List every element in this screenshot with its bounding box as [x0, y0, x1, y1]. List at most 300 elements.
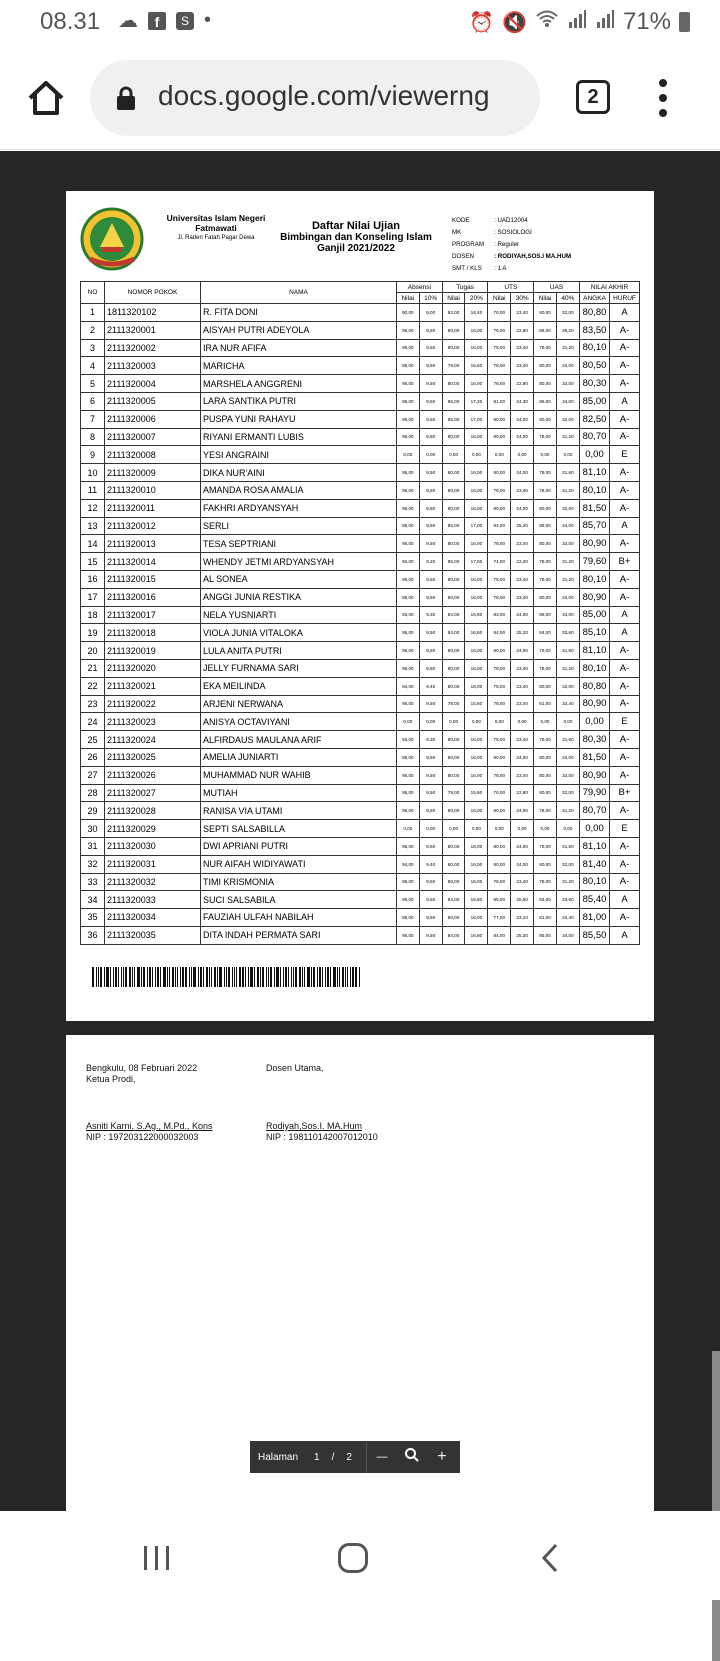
cell-score: 24,00: [511, 855, 534, 873]
cell-score: 23,40: [511, 339, 534, 357]
meta-key: MK: [452, 229, 462, 236]
cell-angka: 85,40: [580, 891, 610, 909]
cell-score: 78,00: [488, 695, 511, 713]
barcode-bar: [147, 967, 148, 987]
cell-no: 2: [81, 321, 105, 339]
cell-no: 27: [81, 766, 105, 784]
document-page-2: [66, 1035, 654, 1511]
cell-score: 95,00: [397, 873, 420, 891]
cell-no: 15: [81, 553, 105, 571]
cell-angka: 80,80: [580, 304, 610, 322]
cell-score: 80,00: [442, 481, 465, 499]
cell-no: 13: [81, 517, 105, 535]
cell-nomor-pokok: 2111320019: [105, 642, 201, 660]
cell-huruf: A-: [610, 677, 640, 695]
cell-score: 0,00: [442, 820, 465, 838]
table-row: [81, 321, 640, 339]
cell-score: 9,50: [419, 410, 442, 428]
cell-score: 78,00: [488, 588, 511, 606]
cell-score: 94,00: [397, 677, 420, 695]
cell-score: 9,50: [419, 570, 442, 588]
cell-score: 95,00: [397, 339, 420, 357]
cell-nomor-pokok: 2111320034: [105, 909, 201, 927]
barcode-bar: [193, 967, 196, 987]
cell-nomor-pokok: 2111320010: [105, 481, 201, 499]
cell-score: 23,40: [511, 659, 534, 677]
cell-score: 0,00: [534, 446, 557, 464]
barcode-bar: [110, 967, 111, 987]
title-line3: Ganjil 2021/2022: [317, 243, 395, 254]
table-row: [81, 837, 640, 855]
cell-score: 9,50: [419, 517, 442, 535]
col-uts: UTS: [488, 282, 534, 293]
meta-value: : Reguler: [494, 241, 520, 248]
cell-score: 23,40: [511, 731, 534, 749]
cell-score: 80,00: [442, 570, 465, 588]
cell-score: 16,80: [465, 891, 488, 909]
table-row: [81, 820, 640, 838]
cell-angka: 80,90: [580, 588, 610, 606]
cell-score: 95,00: [397, 659, 420, 677]
cell-score: 34,00: [556, 517, 579, 535]
cell-score: 78,00: [534, 481, 557, 499]
table-row: [81, 802, 640, 820]
cell-score: 85,00: [534, 606, 557, 624]
ketua-signature: [86, 1121, 213, 1143]
cell-score: 22,80: [511, 321, 534, 339]
table-row: [81, 784, 640, 802]
barcode-bar: [206, 967, 208, 987]
barcode-bar: [274, 967, 275, 987]
cell-score: 84,00: [488, 926, 511, 944]
cell-huruf: A-: [610, 873, 640, 891]
cell-nomor-pokok: 2111320001: [105, 321, 201, 339]
cell-score: 15,60: [465, 784, 488, 802]
cell-score: 85,00: [534, 926, 557, 944]
back-button[interactable]: [540, 1543, 560, 1573]
dosen-nip: NIP : 198110142007012010: [266, 1132, 378, 1142]
cell-angka: 80,10: [580, 659, 610, 677]
cloud-icon: ☁: [118, 10, 138, 32]
barcode-bar: [203, 967, 204, 987]
col-absensi: Absensi: [397, 282, 443, 293]
table-row: [81, 357, 640, 375]
cell-score: 80,00: [488, 802, 511, 820]
cell-nama: MARSHELA ANGGRENI: [201, 375, 397, 393]
table-row: [81, 535, 640, 553]
cell-score: 16,00: [465, 873, 488, 891]
cell-score: 24,00: [511, 464, 534, 482]
barcode-bar: [254, 967, 255, 987]
cell-angka: 80,90: [580, 695, 610, 713]
current-page[interactable]: 1: [314, 1451, 320, 1463]
cell-score: 16,00: [465, 748, 488, 766]
barcode-bar: [276, 967, 279, 987]
cell-score: 23,40: [511, 588, 534, 606]
zoom-out-button[interactable]: —: [376, 1451, 388, 1463]
cell-no: 12: [81, 499, 105, 517]
cell-score: 95,00: [397, 837, 420, 855]
barcode-bar: [180, 967, 181, 987]
cell-score: 93,00: [397, 606, 420, 624]
cell-nomor-pokok: 2111320005: [105, 392, 201, 410]
home-nav-button[interactable]: [338, 1543, 368, 1573]
place-date: Bengkulu, 08 Februari 2022: [86, 1063, 198, 1073]
cell-no: 10: [81, 464, 105, 482]
cell-score: 9,50: [419, 837, 442, 855]
barcode-bar: [121, 967, 122, 987]
university-address: Jl. Raden Fatah Pagar Dewa: [177, 235, 255, 241]
barcode-bar: [293, 967, 294, 987]
cell-score: 85,00: [442, 517, 465, 535]
cell-score: 0,00: [397, 446, 420, 464]
cell-score: 0,00: [534, 820, 557, 838]
cell-nama: FAKHRI ARDYANSYAH: [201, 499, 397, 517]
cell-score: 32,40: [556, 909, 579, 927]
cell-score: 88,00: [534, 321, 557, 339]
shop-icon: S: [176, 12, 194, 30]
cell-score: 16,80: [465, 926, 488, 944]
cell-score: 16,00: [465, 802, 488, 820]
meta-value: : SOSIOLOGI: [494, 229, 532, 236]
url-text[interactable]: docs.google.com/viewerng: [158, 80, 490, 111]
cell-score: 9,50: [419, 535, 442, 553]
cell-score: 95,00: [397, 481, 420, 499]
zoom-icon: [397, 1447, 427, 1468]
home-button[interactable]: [26, 78, 66, 118]
cell-score: 84,00: [488, 624, 511, 642]
cell-score: 25,20: [511, 517, 534, 535]
cell-score: 95,00: [397, 784, 420, 802]
cell-score: 32,00: [556, 410, 579, 428]
barcode-bar: [125, 967, 127, 987]
cell-score: 9,50: [419, 909, 442, 927]
ketua-name: Asniti Karni, S.Ag., M.Pd., Kons: [86, 1121, 213, 1131]
cell-score: 84,00: [534, 891, 557, 909]
sub-nilai: Nilai: [488, 293, 511, 304]
cell-score: 80,00: [442, 909, 465, 927]
cell-huruf: A-: [610, 428, 640, 446]
mute-icon: 🔇: [502, 11, 527, 34]
cell-score: 31,60: [556, 731, 579, 749]
cell-score: 80,00: [488, 499, 511, 517]
cell-angka: 85,00: [580, 606, 610, 624]
cell-score: 9,50: [419, 784, 442, 802]
page-toolbar: [250, 1441, 460, 1473]
table-row: [81, 926, 640, 944]
cell-score: 79,00: [534, 464, 557, 482]
cell-angka: 81,10: [580, 642, 610, 660]
cell-score: 78,00: [534, 570, 557, 588]
cell-score: 0,00: [442, 446, 465, 464]
barcode-bar: [248, 967, 249, 987]
cell-score: 9,50: [419, 321, 442, 339]
table-row: [81, 642, 640, 660]
cell-huruf: A-: [610, 855, 640, 873]
cell-score: 80,00: [442, 659, 465, 677]
cell-score: 9,50: [419, 659, 442, 677]
cell-score: 16,00: [465, 535, 488, 553]
cell-score: 16,00: [465, 677, 488, 695]
barcode-bar: [283, 967, 284, 987]
barcode-bar: [295, 967, 297, 987]
cell-score: 23,40: [511, 535, 534, 553]
cell-huruf: E: [610, 820, 640, 838]
barcode-bar: [319, 967, 321, 987]
cell-score: 23,40: [511, 695, 534, 713]
cell-score: 31,20: [556, 481, 579, 499]
table-row: [81, 748, 640, 766]
cell-nama: TIMI KRISMONIA: [201, 873, 397, 891]
table-row: [81, 695, 640, 713]
cell-score: 9,50: [419, 695, 442, 713]
table-row: [81, 588, 640, 606]
cell-no: 8: [81, 428, 105, 446]
cell-nomor-pokok: 2111320017: [105, 606, 201, 624]
barcode-bar: [152, 967, 153, 987]
barcode-bar: [304, 967, 305, 987]
meta-row: [452, 263, 571, 275]
meta-key: SMT / KLS: [452, 265, 482, 272]
cell-nama: AISYAH PUTRI ADEYOLA: [201, 321, 397, 339]
cell-score: 33,60: [556, 891, 579, 909]
barcode-bar: [175, 967, 176, 987]
cell-score: 16,00: [465, 659, 488, 677]
cell-nama: IRA NUR AFIFA: [201, 339, 397, 357]
meta-row: [452, 227, 571, 239]
cell-score: 25,50: [511, 891, 534, 909]
cell-score: 23,40: [511, 766, 534, 784]
meta-key: KODE: [452, 217, 470, 224]
cell-score: 23,40: [511, 481, 534, 499]
cell-score: 85,00: [534, 392, 557, 410]
meta-row: [452, 251, 571, 263]
cell-score: 80,00: [534, 784, 557, 802]
cell-huruf: A: [610, 624, 640, 642]
table-row: [81, 606, 640, 624]
cell-score: 95,00: [397, 428, 420, 446]
cell-score: 80,00: [488, 855, 511, 873]
university-name-line2: Fatmawati: [195, 223, 237, 233]
cell-nomor-pokok: 2111320025: [105, 748, 201, 766]
cell-score: 23,40: [511, 304, 534, 322]
cell-huruf: E: [610, 446, 640, 464]
cell-no: 5: [81, 375, 105, 393]
cell-score: 76,00: [488, 321, 511, 339]
cell-score: 78,00: [534, 659, 557, 677]
cell-angka: 85,10: [580, 624, 610, 642]
cell-huruf: A: [610, 606, 640, 624]
meta-row: [452, 215, 571, 227]
recent-apps-button[interactable]: [142, 1545, 172, 1571]
cell-score: 9,50: [419, 891, 442, 909]
table-row: [81, 517, 640, 535]
cell-angka: 80,10: [580, 339, 610, 357]
cell-nama: FAUZIAH ULFAH NABILAH: [201, 909, 397, 927]
cell-no: 6: [81, 392, 105, 410]
cell-nama: ARJENI NERWANA: [201, 695, 397, 713]
cell-score: 95,00: [397, 517, 420, 535]
table-row: [81, 731, 640, 749]
cell-score: 0,00: [488, 446, 511, 464]
barcode-bar: [209, 967, 210, 987]
cell-score: 80,00: [488, 410, 511, 428]
cell-score: 80,00: [534, 677, 557, 695]
cell-score: 32,00: [556, 499, 579, 517]
cell-score: 95,00: [397, 499, 420, 517]
barcode-bar: [115, 967, 117, 987]
cell-no: 29: [81, 802, 105, 820]
cell-score: 9,50: [419, 624, 442, 642]
cell-score: 78,00: [488, 731, 511, 749]
cell-score: 78,00: [534, 553, 557, 571]
cell-score: 95,00: [397, 375, 420, 393]
cell-score: 24,00: [511, 642, 534, 660]
cell-score: 9,40: [419, 677, 442, 695]
cell-nomor-pokok: 2111320009: [105, 464, 201, 482]
cell-nomor-pokok: 2111320012: [105, 517, 201, 535]
barcode-bar: [350, 967, 351, 987]
cell-score: 83,00: [488, 606, 511, 624]
cell-nama: MARICHA: [201, 357, 397, 375]
cell-no: 7: [81, 410, 105, 428]
cell-score: 32,00: [556, 535, 579, 553]
cell-score: 17,00: [465, 553, 488, 571]
cell-score: 85,00: [442, 410, 465, 428]
cell-huruf: A-: [610, 659, 640, 677]
barcode-bar: [268, 967, 269, 987]
cell-score: 16,00: [465, 642, 488, 660]
cell-angka: 81,50: [580, 748, 610, 766]
cell-nama: TESA SEPTRIANI: [201, 535, 397, 553]
cell-score: 23,40: [511, 570, 534, 588]
cell-score: 0,00: [556, 446, 579, 464]
cell-huruf: B+: [610, 784, 640, 802]
cell-score: 32,00: [556, 375, 579, 393]
cell-score: 78,00: [488, 873, 511, 891]
cell-no: 16: [81, 570, 105, 588]
table-row: [81, 713, 640, 731]
cell-no: 21: [81, 659, 105, 677]
cell-angka: 80,10: [580, 481, 610, 499]
cell-nama: NELA YUSNIARTI: [201, 606, 397, 624]
cell-score: 16,00: [465, 464, 488, 482]
cell-score: 16,00: [465, 499, 488, 517]
cell-no: 17: [81, 588, 105, 606]
cell-score: 80,00: [442, 375, 465, 393]
cell-score: 24,30: [511, 392, 534, 410]
cell-score: 80,00: [534, 357, 557, 375]
barcode-bar: [262, 967, 264, 987]
cell-score: 24,00: [511, 410, 534, 428]
barcode-bar: [342, 967, 344, 987]
university-logo: [80, 207, 144, 271]
cell-angka: 85,50: [580, 926, 610, 944]
cell-huruf: A-: [610, 766, 640, 784]
cell-score: 79,00: [534, 837, 557, 855]
meta-key: PROGRAM: [452, 241, 484, 248]
table-row: [81, 766, 640, 784]
cell-score: 9,50: [419, 481, 442, 499]
table-row: [81, 855, 640, 873]
cell-score: 31,60: [556, 837, 579, 855]
cell-score: 0,00: [419, 713, 442, 731]
cell-score: 9,50: [419, 464, 442, 482]
cell-score: 80,00: [534, 410, 557, 428]
cell-nomor-pokok: 2111320023: [105, 713, 201, 731]
cell-nama: AMANDA ROSA AMALIA: [201, 481, 397, 499]
scrollbar[interactable]: [712, 1351, 720, 1661]
cell-score: 31,60: [556, 642, 579, 660]
cell-score: 0,00: [511, 820, 534, 838]
cell-angka: 82,50: [580, 410, 610, 428]
barcode-bar: [232, 967, 233, 987]
document-viewer[interactable]: [0, 151, 720, 1511]
barcode-bar: [327, 967, 329, 987]
address-bar[interactable]: [90, 60, 540, 136]
table-row: [81, 410, 640, 428]
cell-score: 0,00: [511, 446, 534, 464]
barcode-bar: [288, 967, 289, 987]
barcode-bar: [219, 967, 222, 987]
cell-nama: EKA MEILINDA: [201, 677, 397, 695]
tab-switcher-button[interactable]: 2: [576, 80, 610, 114]
cell-score: 84,00: [442, 624, 465, 642]
table-row: [81, 339, 640, 357]
cell-no: 18: [81, 606, 105, 624]
barcode-bar: [352, 967, 354, 987]
cell-huruf: A-: [610, 375, 640, 393]
table-row: [81, 392, 640, 410]
barcode-bar: [359, 967, 360, 987]
cell-no: 4: [81, 357, 105, 375]
barcode-bar: [260, 967, 261, 987]
cell-score: 0,00: [419, 820, 442, 838]
cell-score: 80,00: [442, 766, 465, 784]
cell-huruf: E: [610, 713, 640, 731]
barcode-bar: [313, 967, 315, 987]
table-row: [81, 464, 640, 482]
cell-score: 95,00: [397, 802, 420, 820]
cell-score: 0,00: [419, 446, 442, 464]
table-row: [81, 553, 640, 571]
cell-nama: RANISA VIA UTAMI: [201, 802, 397, 820]
cell-angka: 80,90: [580, 535, 610, 553]
cell-score: 95,00: [397, 766, 420, 784]
cell-score: 17,00: [465, 517, 488, 535]
cell-score: 25,20: [511, 926, 534, 944]
sub-nilai: Nilai: [397, 293, 420, 304]
cell-huruf: A-: [610, 588, 640, 606]
signature-left: [86, 1063, 197, 1085]
cell-huruf: A-: [610, 339, 640, 357]
notification-icons: [118, 8, 211, 33]
cell-score: 80,00: [488, 748, 511, 766]
cell-score: 92,00: [397, 553, 420, 571]
zoom-in-button[interactable]: +: [437, 1448, 447, 1465]
cell-score: 80,00: [442, 588, 465, 606]
barcode-bar: [172, 967, 174, 987]
cell-score: 95,00: [397, 464, 420, 482]
barcode-bar: [280, 967, 281, 987]
cell-huruf: A: [610, 926, 640, 944]
cell-score: 9,50: [419, 802, 442, 820]
meta-value: : UAD12004: [494, 217, 528, 224]
cell-huruf: A: [610, 517, 640, 535]
overflow-menu-button[interactable]: [655, 76, 671, 120]
barcode-bar: [330, 967, 331, 987]
menu-dot-icon: [659, 79, 667, 87]
